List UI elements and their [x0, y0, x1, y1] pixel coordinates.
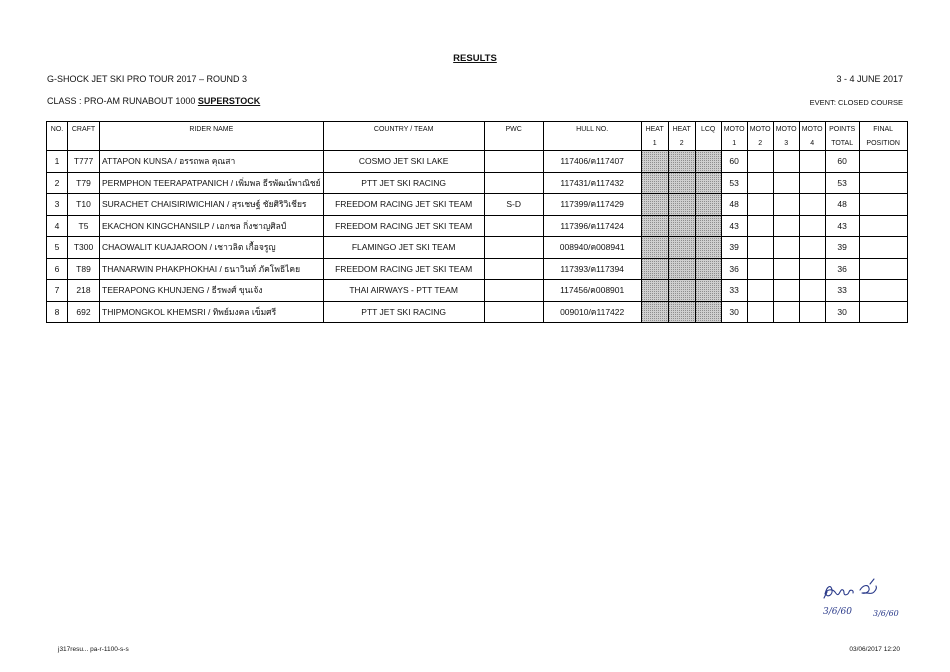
cell-team: FREEDOM RACING JET SKI TEAM — [323, 194, 484, 216]
cell-lcq — [695, 215, 721, 237]
col-rider-sub — [100, 136, 324, 151]
cell-no: 6 — [47, 258, 68, 280]
cell-moto1: 60 — [721, 151, 747, 173]
cell-pwc — [484, 301, 543, 323]
col-hull: HULL NO. — [543, 122, 641, 137]
cell-moto3 — [773, 215, 799, 237]
cell-team: PTT JET SKI RACING — [323, 172, 484, 194]
cell-moto4 — [799, 301, 825, 323]
cell-points-total: 43 — [825, 215, 859, 237]
cell-final-position — [859, 258, 907, 280]
cell-hull: 117396/ค117424 — [543, 215, 641, 237]
table-row — [47, 172, 908, 194]
cell-final-position — [859, 215, 907, 237]
cell-moto2 — [747, 237, 773, 259]
cell-craft: T5 — [68, 215, 100, 237]
col-heat2: HEAT — [668, 122, 695, 137]
cell-lcq — [695, 258, 721, 280]
cell-craft: T777 — [68, 151, 100, 173]
event-type: EVENT: CLOSED COURSE — [809, 98, 903, 107]
cell-heat1 — [641, 215, 668, 237]
col-moto2-sub: 2 — [747, 136, 773, 151]
cell-heat2 — [668, 151, 695, 173]
cell-heat1 — [641, 237, 668, 259]
col-heat2-sub: 2 — [668, 136, 695, 151]
cell-points-total: 53 — [825, 172, 859, 194]
cell-hull: 009010/ค117422 — [543, 301, 641, 323]
col-moto4-sub: 4 — [799, 136, 825, 151]
col-rider: RIDER NAME — [100, 122, 324, 137]
cell-team: THAI AIRWAYS - PTT TEAM — [323, 280, 484, 302]
col-team-sub — [323, 136, 484, 151]
cell-moto3 — [773, 172, 799, 194]
header-row-bottom — [47, 136, 908, 151]
footer-timestamp: 03/06/2017 12:20 — [849, 646, 900, 653]
cell-rider: THIPMONGKOL KHEMSRI / ทิพย์มงคล เข็มศรี — [100, 301, 324, 323]
cell-hull: 117431/ค117432 — [543, 172, 641, 194]
cell-lcq — [695, 151, 721, 173]
col-no-sub — [47, 136, 68, 151]
cell-moto2 — [747, 301, 773, 323]
cell-team: FREEDOM RACING JET SKI TEAM — [323, 258, 484, 280]
col-moto1: MOTO — [721, 122, 747, 137]
cell-final-position — [859, 280, 907, 302]
cell-points-total: 30 — [825, 301, 859, 323]
cell-points-total: 48 — [825, 194, 859, 216]
col-no: NO. — [47, 122, 68, 137]
col-points: POINTS — [825, 122, 859, 137]
cell-hull: 117393/ค117394 — [543, 258, 641, 280]
col-pwc: PWC — [484, 122, 543, 137]
table-row — [47, 301, 908, 323]
cell-moto1: 39 — [721, 237, 747, 259]
col-team: COUNTRY / TEAM — [323, 122, 484, 137]
cell-hull: 117406/ค117407 — [543, 151, 641, 173]
cell-moto2 — [747, 151, 773, 173]
cell-moto1: 48 — [721, 194, 747, 216]
cell-lcq — [695, 237, 721, 259]
cell-lcq — [695, 301, 721, 323]
cell-moto2 — [747, 172, 773, 194]
cell-moto3 — [773, 237, 799, 259]
cell-pwc — [484, 172, 543, 194]
signature-date-2: 3/6/60 — [873, 609, 899, 618]
cell-moto3 — [773, 151, 799, 173]
cell-craft: T10 — [68, 194, 100, 216]
cell-heat1 — [641, 194, 668, 216]
header-row-top — [47, 122, 908, 137]
cell-team: COSMO JET SKI LAKE — [323, 151, 484, 173]
table-row — [47, 151, 908, 173]
cell-moto4 — [799, 215, 825, 237]
cell-lcq — [695, 280, 721, 302]
cell-no: 1 — [47, 151, 68, 173]
cell-moto1: 30 — [721, 301, 747, 323]
col-heat1-sub: 1 — [641, 136, 668, 151]
cell-craft: T300 — [68, 237, 100, 259]
cell-rider: ATTAPON KUNSA / อรรถพล คุณสา — [100, 151, 324, 173]
col-moto1-sub: 1 — [721, 136, 747, 151]
cell-heat2 — [668, 301, 695, 323]
cell-team: PTT JET SKI RACING — [323, 301, 484, 323]
signature-date-1: 3/6/60 — [823, 607, 852, 617]
cell-rider: EKACHON KINGCHANSILP / เอกชล กิ่งชาญศิลป์ — [100, 215, 324, 237]
col-final-sub: POSITION — [859, 136, 907, 151]
cell-points-total: 39 — [825, 237, 859, 259]
class-line — [47, 96, 260, 106]
event-dates: 3 - 4 JUNE 2017 — [836, 74, 903, 84]
cell-moto4 — [799, 237, 825, 259]
cell-moto1: 43 — [721, 215, 747, 237]
cell-lcq — [695, 194, 721, 216]
cell-heat2 — [668, 237, 695, 259]
cell-rider: PERMPHON TEERAPATPANICH / เพิ่มพล ธีรพัฒน์พาณิชย์ — [100, 172, 324, 194]
cell-heat1 — [641, 258, 668, 280]
table-row — [47, 237, 908, 259]
col-craft-sub — [68, 136, 100, 151]
col-points-sub: TOTAL — [825, 136, 859, 151]
cell-moto3 — [773, 258, 799, 280]
cell-heat2 — [668, 258, 695, 280]
cell-final-position — [859, 301, 907, 323]
cell-rider: TEERAPONG KHUNJENG / ธีรพงศ์ ขุนเจ้ง — [100, 280, 324, 302]
cell-rider: CHAOWALIT KUAJAROON / เชาวลิต เกื้อจรูญ — [100, 237, 324, 259]
cell-lcq — [695, 172, 721, 194]
cell-moto2 — [747, 215, 773, 237]
cell-moto3 — [773, 280, 799, 302]
cell-pwc — [484, 280, 543, 302]
cell-rider: THANARWIN PHAKPHOKHAI / ธนาวินท์ ภัคโพธิไคย — [100, 258, 324, 280]
col-moto3: MOTO — [773, 122, 799, 137]
class-prefix: CLASS : PRO-AM RUNABOUT 1000 — [47, 96, 198, 106]
cell-team: FREEDOM RACING JET SKI TEAM — [323, 215, 484, 237]
cell-final-position — [859, 237, 907, 259]
col-lcq: LCQ — [695, 122, 721, 137]
cell-moto4 — [799, 194, 825, 216]
cell-craft: 692 — [68, 301, 100, 323]
cell-moto2 — [747, 280, 773, 302]
cell-pwc — [484, 215, 543, 237]
page-title: RESULTS — [453, 53, 497, 64]
col-moto3-sub: 3 — [773, 136, 799, 151]
cell-moto4 — [799, 258, 825, 280]
cell-moto3 — [773, 194, 799, 216]
cell-moto1: 53 — [721, 172, 747, 194]
cell-pwc — [484, 237, 543, 259]
cell-moto1: 36 — [721, 258, 747, 280]
cell-moto4 — [799, 280, 825, 302]
results-table — [46, 121, 908, 323]
cell-pwc — [484, 258, 543, 280]
cell-craft: T79 — [68, 172, 100, 194]
cell-final-position — [859, 172, 907, 194]
cell-craft: T89 — [68, 258, 100, 280]
cell-heat1 — [641, 301, 668, 323]
cell-no: 3 — [47, 194, 68, 216]
cell-hull: 117399/ค117429 — [543, 194, 641, 216]
cell-heat2 — [668, 194, 695, 216]
cell-no: 2 — [47, 172, 68, 194]
col-craft: CRAFT — [68, 122, 100, 137]
cell-final-position — [859, 151, 907, 173]
cell-rider: SURACHET CHAISIRIWICHIAN / สุรเชษฐ์ ชัยศิริวิเชียร — [100, 194, 324, 216]
col-hull-sub — [543, 136, 641, 151]
cell-heat2 — [668, 280, 695, 302]
cell-moto2 — [747, 258, 773, 280]
table-row — [47, 215, 908, 237]
col-moto4: MOTO — [799, 122, 825, 137]
cell-moto4 — [799, 172, 825, 194]
cell-moto1: 33 — [721, 280, 747, 302]
event-name: G-SHOCK JET SKI PRO TOUR 2017 – ROUND 3 — [47, 74, 248, 84]
cell-heat1 — [641, 172, 668, 194]
cell-heat1 — [641, 151, 668, 173]
col-final: FINAL — [859, 122, 907, 137]
cell-points-total: 33 — [825, 280, 859, 302]
table-row — [47, 194, 908, 216]
table-row — [47, 280, 908, 302]
table-row — [47, 258, 908, 280]
footer-filename: j317resu... pa-r-1100-s-s — [58, 646, 129, 653]
cell-hull: 008940/ค008941 — [543, 237, 641, 259]
cell-no: 7 — [47, 280, 68, 302]
cell-moto3 — [773, 301, 799, 323]
col-heat1: HEAT — [641, 122, 668, 137]
cell-craft: 218 — [68, 280, 100, 302]
official-signatures — [815, 570, 910, 620]
cell-final-position — [859, 194, 907, 216]
cell-heat1 — [641, 280, 668, 302]
cell-heat2 — [668, 215, 695, 237]
cell-moto2 — [747, 194, 773, 216]
cell-no: 8 — [47, 301, 68, 323]
cell-pwc: S-D — [484, 194, 543, 216]
cell-no: 4 — [47, 215, 68, 237]
col-moto2: MOTO — [747, 122, 773, 137]
cell-moto4 — [799, 151, 825, 173]
cell-points-total: 36 — [825, 258, 859, 280]
cell-heat2 — [668, 172, 695, 194]
class-stock: SUPERSTOCK — [197, 96, 261, 106]
cell-team: FLAMINGO JET SKI TEAM — [323, 237, 484, 259]
cell-no: 5 — [47, 237, 68, 259]
cell-hull: 117456/ค008901 — [543, 280, 641, 302]
cell-points-total: 60 — [825, 151, 859, 173]
col-lcq-sub — [695, 136, 721, 151]
cell-pwc — [484, 151, 543, 173]
col-pwc-sub — [484, 136, 543, 151]
